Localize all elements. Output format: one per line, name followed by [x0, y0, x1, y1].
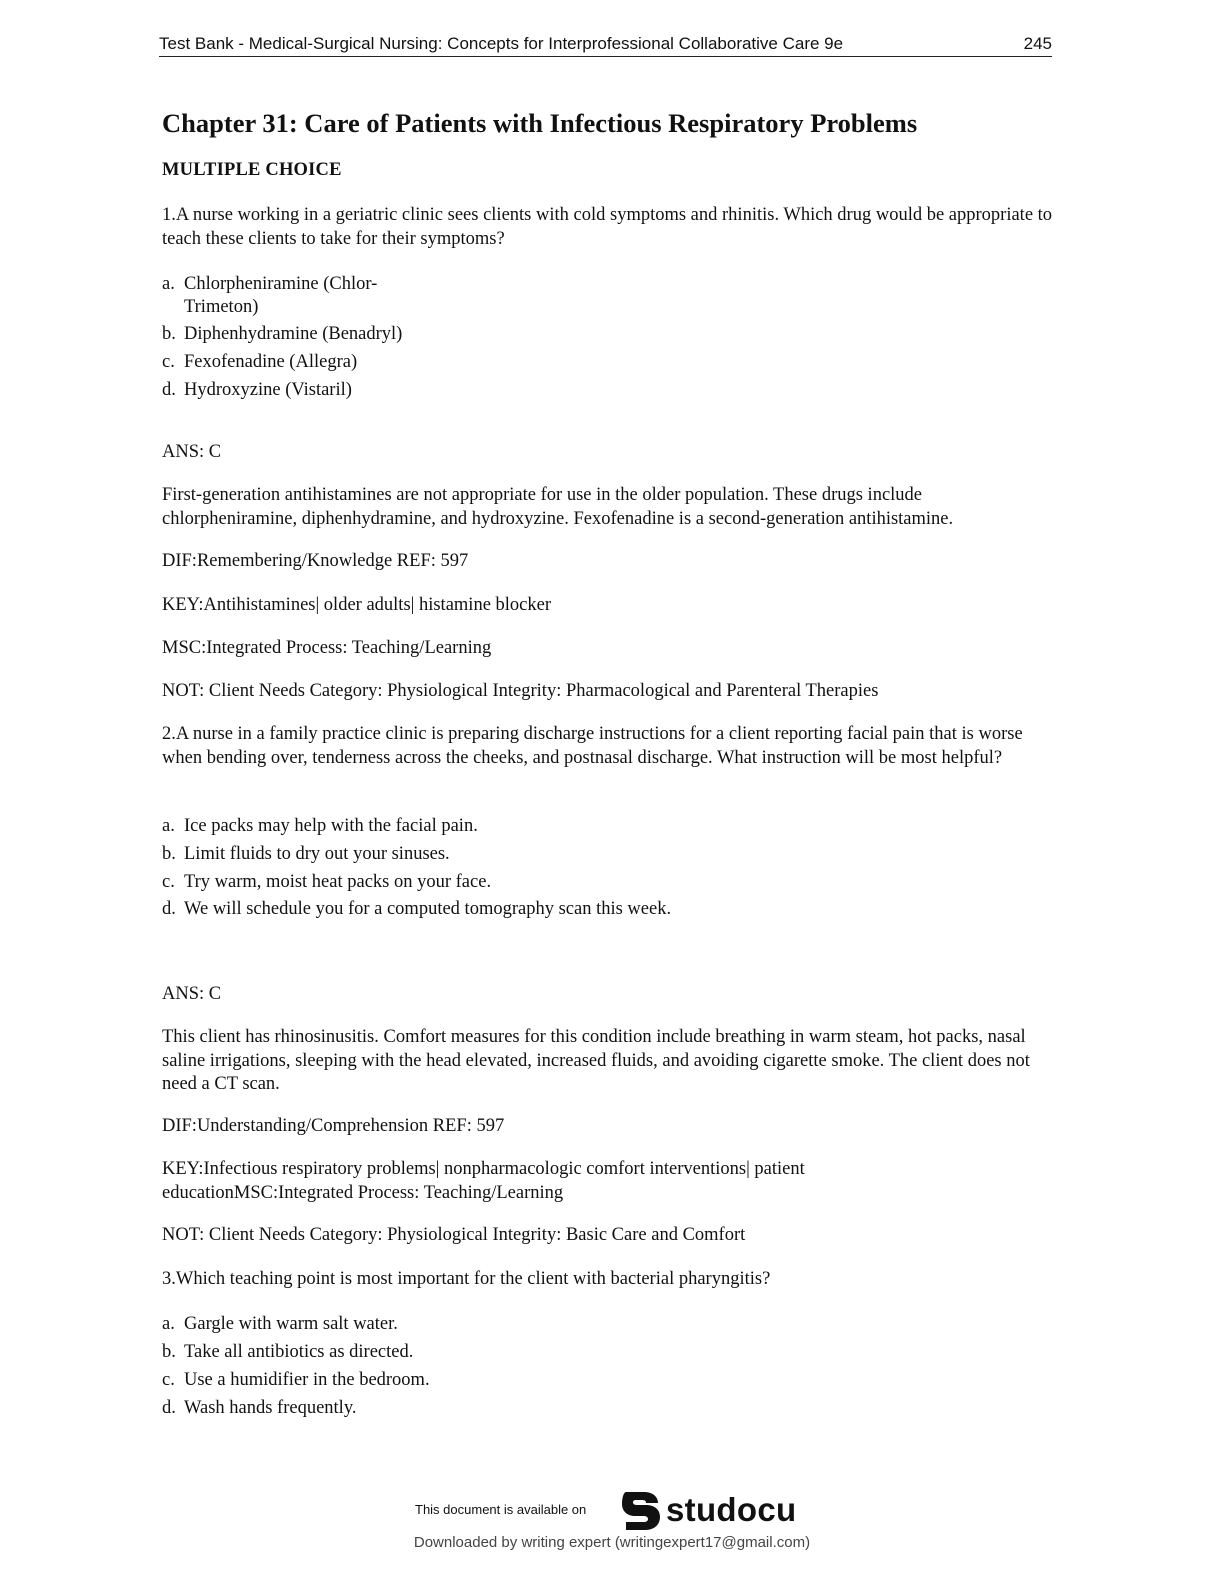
option-letter: b.	[162, 324, 176, 344]
option-letter: d.	[162, 899, 176, 919]
question-2-stem: 2.A nurse in a family practice clinic is preparing discharge instructions for a client reporting facial pain that is worse when bending over, tenderness across the cheeks, and postnasal discharge. What instruction will be most helpful?	[162, 724, 1023, 768]
footer-downloaded-text: Downloaded by writing expert (writingexpert17@gmail.com)	[413, 1534, 811, 1551]
studocu-logo[interactable]	[620, 1488, 796, 1532]
section-title: MULTIPLE CHOICE	[162, 160, 342, 180]
option-letter: a.	[162, 816, 175, 836]
footer-available-text: This document is available on	[415, 1502, 587, 1517]
page-number: 245	[1023, 34, 1052, 53]
question-1-rationale: First-generation antihistamines are not appropriate for use in the older population. These drugs include chlorpheniramine, diphenhydramine, and hydroxyzine. Fexofenadine is a second-generation antihistamine.	[162, 485, 954, 529]
question-3-option-c	[162, 1369, 430, 1392]
question-2-key: KEY:Infectious respiratory problems| nonpharmacologic comfort interventions| patient educationMSC:Integrated Process: Teaching/Learning	[162, 1159, 805, 1203]
option-text: Wash hands frequently.	[184, 1398, 357, 1418]
question-2-not: NOT: Client Needs Category: Physiological Integrity: Basic Care and Comfort	[162, 1225, 746, 1245]
question-1-msc: MSC:Integrated Process: Teaching/Learning	[162, 638, 492, 658]
question-1-option-d	[162, 379, 352, 402]
option-text: Try warm, moist heat packs on your face.	[184, 872, 492, 892]
header-title: Test Bank - Medical-Surgical Nursing: Concepts for Interprofessional Collaborative Care 9e	[159, 34, 844, 53]
option-text: Use a humidifier in the bedroom.	[184, 1370, 430, 1390]
option-text: Diphenhydramine (Benadryl)	[184, 324, 403, 344]
question-1-option-c	[162, 351, 357, 374]
question-1-option-b	[162, 323, 402, 346]
option-text: Chlorpheniramine (Chlor-Trimeton)	[184, 274, 378, 317]
option-letter: d.	[162, 380, 176, 400]
question-2-option-b	[162, 843, 450, 866]
option-text: Ice packs may help with the facial pain.	[184, 816, 478, 836]
option-letter: d.	[162, 1398, 176, 1418]
question-2-option-d	[162, 898, 704, 921]
chapter-title: Chapter 31: Care of Patients with Infectious Respiratory Problems	[162, 108, 918, 138]
option-text: Fexofenadine (Allegra)	[184, 352, 358, 372]
question-1-not: NOT: Client Needs Category: Physiological Integrity: Pharmacological and Parenteral Therapies	[162, 681, 879, 701]
option-letter: b.	[162, 1342, 176, 1362]
question-1-key: KEY:Antihistamines| older adults| histamine blocker	[162, 595, 551, 615]
studocu-logo-icon	[620, 1488, 662, 1532]
option-letter: c.	[162, 1370, 175, 1390]
question-2-rationale: This client has rhinosinusitis. Comfort measures for this condition include breathing in warm steam, hot packs, nasal saline irrigations, sleeping with the head elevated, increased fluids, and avoiding cigarette smoke. The client does not need a CT scan.	[162, 1027, 1030, 1094]
option-text: We will schedule you for a computed tomography scan this week.	[184, 899, 672, 919]
option-text: Hydroxyzine (Vistaril)	[184, 380, 352, 400]
option-text: Take all antibiotics as directed.	[184, 1342, 414, 1362]
running-header	[159, 34, 1052, 57]
question-3-stem: 3.Which teaching point is most important for the client with bacterial pharyngitis?	[162, 1269, 771, 1289]
question-1-option-a	[162, 273, 434, 319]
question-3-option-d	[162, 1397, 357, 1420]
option-letter: a.	[162, 274, 175, 294]
question-2-option-c	[162, 871, 491, 894]
question-1-stem: 1.A nurse working in a geriatric clinic sees clients with cold symptoms and rhinitis. Which drug would be appropriate to teach these clients to take for their symptoms?	[162, 205, 1053, 249]
question-3-option-b	[162, 1341, 413, 1364]
question-3-option-a	[162, 1313, 398, 1336]
option-letter: c.	[162, 872, 175, 892]
question-1-dif: DIF:Remembering/Knowledge REF: 597	[162, 551, 469, 571]
option-letter: b.	[162, 844, 176, 864]
question-2-dif: DIF:Understanding/Comprehension REF: 597	[162, 1116, 505, 1136]
option-letter: a.	[162, 1314, 175, 1334]
option-text: Gargle with warm salt water.	[184, 1314, 398, 1334]
question-2-option-a	[162, 815, 478, 838]
option-letter: c.	[162, 352, 175, 372]
option-text: Limit fluids to dry out your sinuses.	[184, 844, 450, 864]
question-1-answer: ANS: C	[162, 442, 222, 462]
question-2-answer: ANS: C	[162, 984, 222, 1004]
studocu-brand: studocu	[666, 1491, 797, 1528]
